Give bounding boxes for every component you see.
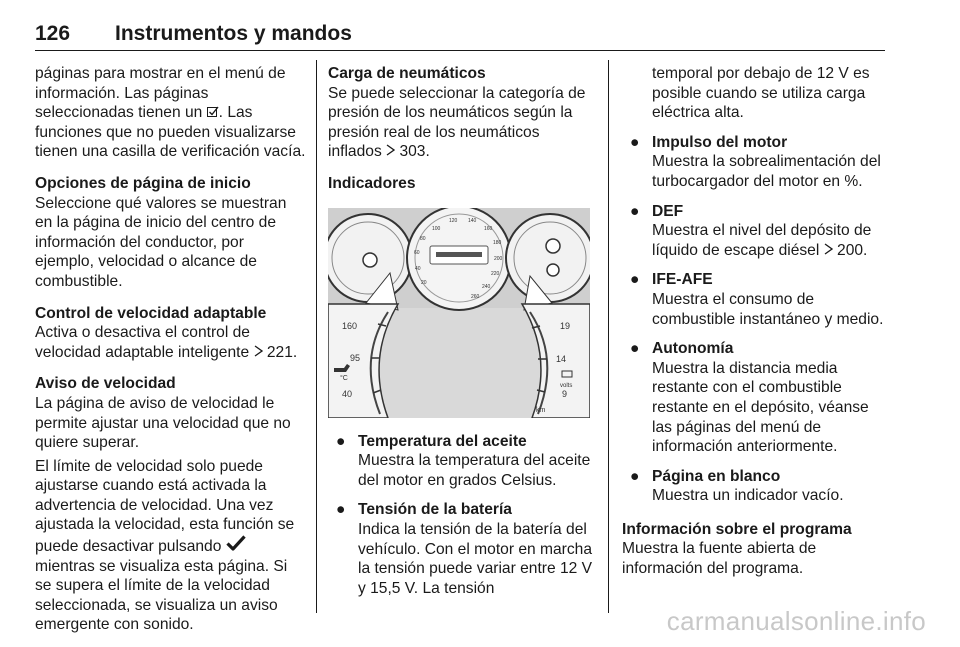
tyre-load-text: Se puede seleccionar la categoría de presión de los neumáticos según la presión real de los neumáticos inflados — [328, 84, 586, 161]
header-rule — [35, 50, 885, 51]
oil-temperature-item — [328, 432, 594, 491]
speedo-label: 140 — [468, 217, 477, 224]
program-info-title: Información sobre el programa — [622, 520, 852, 538]
left-gauge-label: 95 — [350, 352, 361, 363]
left-gauge-label: 160 — [342, 320, 358, 331]
start-page-text: Seleccione qué valores se muestran en la página de inicio del centro de información del conductor, por ejemplo, velocidad o alcance de combustible. — [35, 194, 287, 290]
instrument-cluster-figure — [328, 208, 590, 418]
page-ref-icon — [386, 142, 395, 162]
def-item — [622, 202, 886, 261]
def-text: Muestra el nivel del depósito de líquido de escape diésel — [652, 222, 872, 259]
bullet: ● — [630, 133, 640, 151]
page-header — [35, 22, 885, 52]
checkmark-icon — [226, 535, 246, 557]
speed-warning-text1: La página de aviso de velocidad le permite ajustar una velocidad que no quiere superar. — [35, 394, 291, 452]
column-3 — [622, 64, 886, 591]
page-ref-icon — [254, 343, 263, 363]
tyre-load-title: Carga de neumáticos — [328, 65, 486, 82]
program-info-text: Muestra la fuente abierta de información del programa. — [622, 540, 817, 578]
program-info-section — [622, 520, 886, 579]
right-gauge-label: 14 — [556, 353, 567, 364]
speedo-label: 100 — [432, 225, 441, 232]
right-gauge-label: 19 — [560, 320, 571, 331]
bullet: ● — [630, 340, 640, 358]
right-gauge-km: km — [536, 406, 546, 414]
acc-title: Control de velocidad adaptable — [35, 304, 267, 322]
bullet: ● — [630, 467, 640, 485]
left-gauge-label: 40 — [342, 388, 353, 399]
cluster-illustration — [328, 208, 590, 418]
def-title: DEF — [652, 202, 684, 220]
speed-warning-title: Aviso de velocidad — [35, 375, 176, 393]
speedo-label: 200 — [494, 255, 503, 262]
intro-paragraph: páginas para mostrar en el menú de información. Las páginas seleccionadas tienen un . Las funciones que no pueden visualizarse tienen una casilla de verificación vacía. — [35, 65, 306, 161]
speedo-label: 180 — [493, 239, 502, 246]
oil-temperature-text: Muestra la temperatura del aceite del motor en grados Celsius. — [358, 452, 591, 489]
engine-boost-title: Impulso del motor — [652, 133, 788, 151]
speedo-label: 160 — [484, 225, 493, 232]
speedo-label: 20 — [421, 279, 427, 286]
speedo-label: 240 — [482, 283, 491, 290]
battery-voltage-text: Indica la tensión de la batería del vehículo. Con el motor en marcha la tensión puede variar entre 12 V y 15,5 V. La tensión — [358, 520, 593, 597]
acc-page-ref: 221. — [266, 343, 298, 361]
ife-afe-title: IFE-AFE — [652, 271, 713, 289]
column-divider-2 — [608, 60, 609, 613]
range-item — [622, 339, 886, 457]
acc-section — [35, 304, 307, 363]
right-gauge-label: 9 — [562, 388, 568, 399]
tyre-load-section — [328, 64, 594, 162]
speedo-label: 40 — [415, 265, 421, 272]
column-divider-1 — [316, 60, 317, 613]
right-gauge-unit: volts — [560, 382, 573, 389]
ife-afe-item — [622, 270, 886, 329]
def-page-ref: 200. — [837, 241, 868, 259]
section-title: Instrumentos y mandos — [115, 22, 352, 45]
watermark: carmanualsonline.info — [666, 606, 926, 636]
acc-text: Activa o desactiva el control de velocidad adaptable inteligente — [35, 324, 250, 361]
battery-voltage-item — [328, 500, 594, 598]
speedo-label: 60 — [414, 249, 420, 256]
blank-page-title: Página en blanco — [652, 467, 781, 485]
speed-warning-section — [35, 374, 307, 452]
range-text: Muestra la distancia media restante con el combustible restante en el depósito, véanse las páginas del menú de información anteriormente. — [652, 359, 869, 456]
start-page-section — [35, 174, 307, 292]
speedo-label: 260 — [471, 293, 480, 300]
speedo-label: 220 — [491, 270, 500, 277]
engine-boost-item — [622, 133, 886, 192]
page-ref-icon — [824, 241, 833, 261]
start-page-title: Opciones de página de inicio — [35, 174, 251, 192]
checked-box-icon — [207, 103, 219, 123]
indicators-title: Indicadores — [328, 174, 416, 192]
speedo-label: 120 — [449, 217, 458, 224]
bullet: ● — [336, 501, 346, 519]
speed-warning-detail: El límite de velocidad solo puede ajustarse cuando está activada la advertencia de velocidad. Una vez ajustada la velocidad, esta función se puede desactivar pulsando mientras se visualiza esta página. Si se supera el límite de la velocidad seleccionada, se visualiza un aviso emergente con sonido. — [35, 457, 295, 634]
ife-afe-text: Muestra el consumo de combustible instantáneo y medio. — [652, 290, 884, 328]
left-gauge-unit: °C — [340, 374, 348, 382]
bullet: ● — [630, 271, 640, 289]
battery-voltage-continuation: temporal por debajo de 12 V es posible cuando se utiliza carga eléctrica alta. — [652, 65, 870, 122]
bullet: ● — [630, 202, 640, 220]
blank-page-item — [622, 467, 886, 506]
blank-page-text: Muestra un indicador vacío. — [652, 487, 844, 505]
speedo-label: 80 — [420, 235, 426, 242]
tyre-load-page-ref: 303. — [399, 143, 430, 161]
engine-boost-text: Muestra la sobrealimentación del turbocargador del motor en %. — [652, 153, 881, 190]
range-title: Autonomía — [652, 340, 734, 358]
page-number: 126 — [35, 22, 71, 45]
battery-voltage-title: Tensión de la batería — [358, 501, 512, 519]
bullet: ● — [336, 432, 346, 450]
column-2 — [328, 64, 594, 608]
oil-temperature-title: Temperatura del aceite — [358, 432, 527, 450]
column-1 — [35, 64, 307, 647]
